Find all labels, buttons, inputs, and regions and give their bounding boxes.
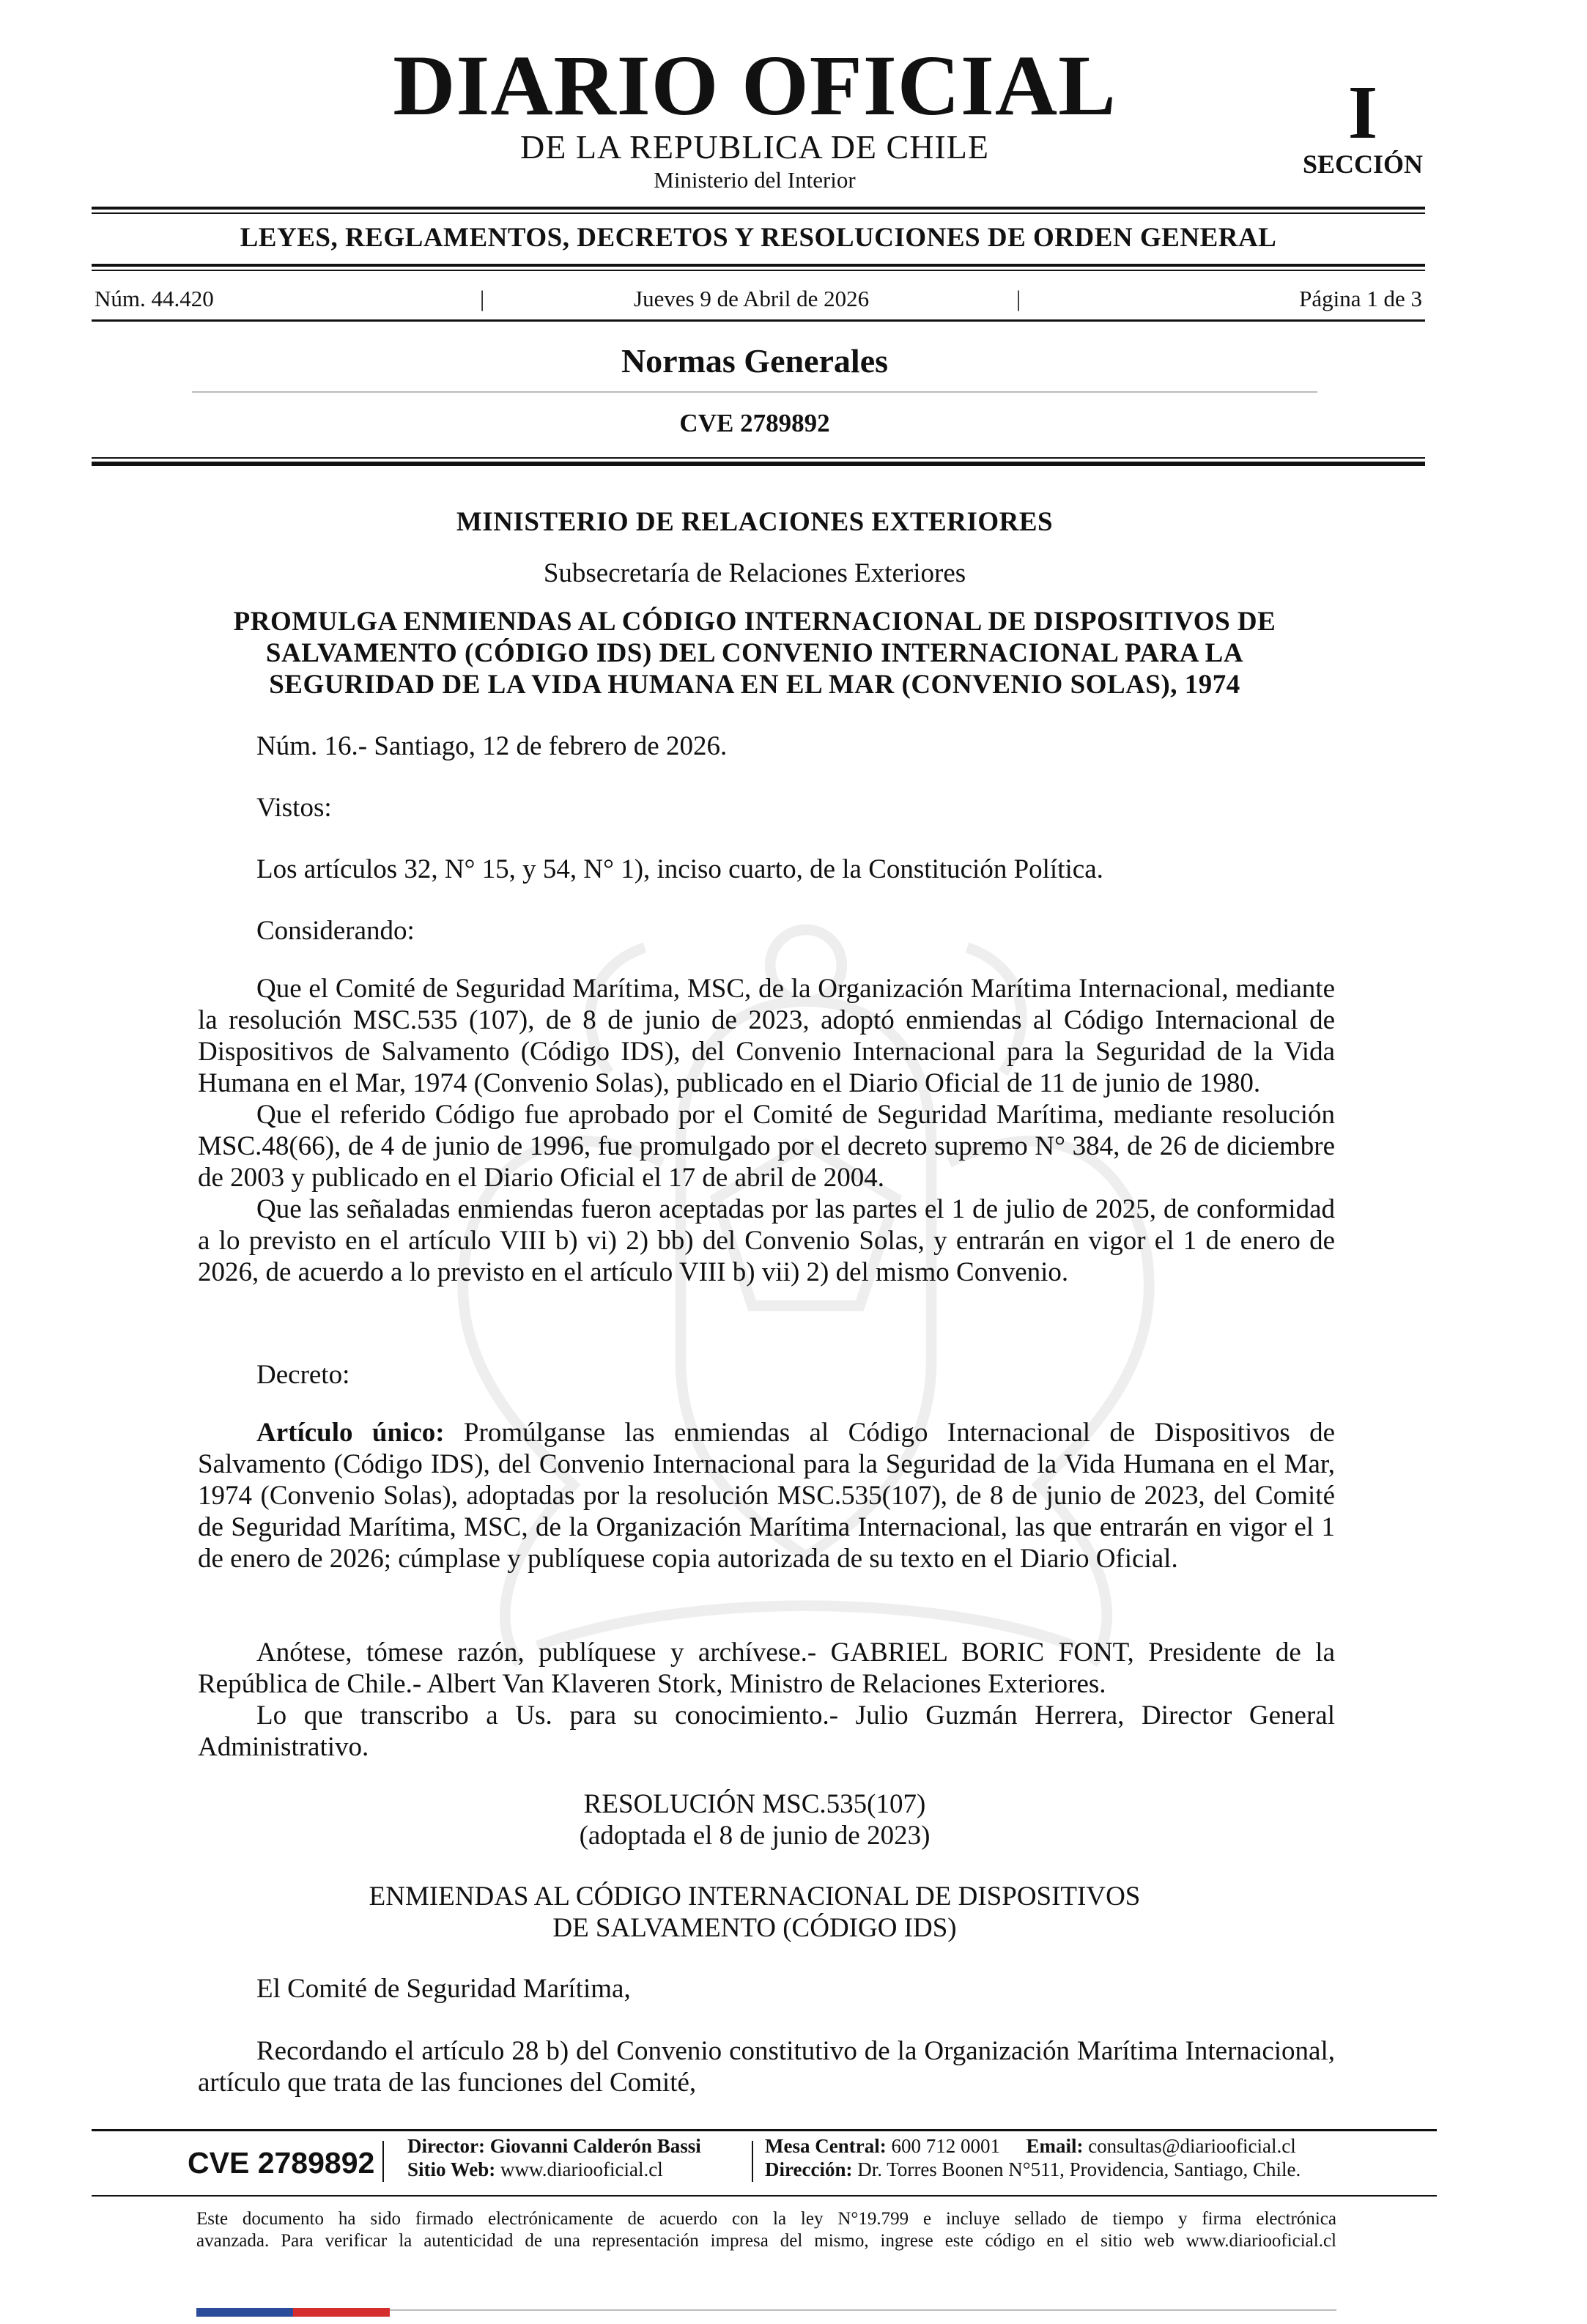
footer-address	[765, 2160, 1301, 2180]
footer-divider	[92, 2129, 1437, 2131]
resolution-heading: DE SALVAMENTO (CÓDIGO IDS)	[552, 1913, 957, 1943]
decree-number: Núm. 16.- Santiago, 12 de febrero de 2026.	[256, 731, 728, 761]
vistos-label: Vistos:	[256, 793, 332, 823]
divider	[92, 264, 1425, 267]
articulo-paragraph	[198, 1417, 1335, 1574]
footer-cve: CVE 2789892	[188, 2146, 375, 2180]
cve-code: CVE 2789892	[679, 409, 830, 437]
divider	[92, 462, 1425, 466]
info-separator: |	[1016, 286, 1021, 311]
articulo-body	[198, 1417, 1335, 1574]
flag-stripe-blue	[196, 2308, 293, 2317]
page-indicator: Página 1 de 3	[1299, 286, 1422, 311]
transcribo-paragraph: Lo que transcribo a Us. para su conocimiento.- Julio Guzmán Herrera, Director General Administrativo.	[198, 1701, 1335, 1762]
category-heading: LEYES, REGLAMENTOS, DECRETOS Y RESOLUCIONES DE ORDEN GENERAL	[240, 223, 1277, 253]
decree-title-line: PROMULGA ENMIENDAS AL CÓDIGO INTERNACIONAL DE DISPOSITIVOS DE	[233, 607, 1276, 637]
resolution-adopted: (adoptada el 8 de junio de 2023)	[579, 1821, 931, 1851]
divider	[192, 391, 1317, 393]
footer-website	[407, 2160, 663, 2180]
divider	[92, 270, 1425, 271]
subsecretaria: Subsecretaría de Relaciones Exteriores	[543, 558, 966, 588]
recordando-body	[198, 2035, 1335, 2098]
masthead-title: DIARIO OFICIAL	[393, 37, 1117, 133]
info-separator: |	[480, 286, 485, 311]
masthead-ministry: Ministerio del Interior	[654, 167, 856, 193]
divider	[92, 457, 1425, 459]
footer-disclaimer: Este documento ha sido firmado electrónicamente de acuerdo con la ley N°19.799 e incluye sellado de tiempo y firma electrónica	[196, 2209, 1336, 2229]
flag-stripe-red	[293, 2308, 390, 2317]
considerando-paragraph: Que las señaladas enmiendas fueron aceptadas por las partes el 1 de julio de 2025, de conformidad a lo previsto en el artículo VIII b) vi) 2) bb) del Convenio Solas, y entrarán en vigor el 1 de enero de 2026, de acuerdo a lo previsto en el artículo VIII b) vii) 2) del mismo Convenio.	[198, 1194, 1335, 1287]
anotese-paragraph: Anótese, tómese razón, publíquese y archívese.- GABRIEL BORIC FONT, Presidente de la República de Chile.- Albert Van Klaveren Stork, Ministro de Relaciones Exteriores.	[198, 1637, 1335, 1699]
direccion-value: Dr. Torres Boonen N°511, Providencia, Santiago, Chile.	[857, 2158, 1301, 2180]
decreto-label: Decreto:	[256, 1360, 350, 1390]
section-label: SECCIÓN	[1302, 149, 1424, 179]
footer-divider-vertical	[382, 2141, 384, 2182]
vistos-text: Los artículos 32, N° 15, y 54, N° 1), inciso cuarto, de la Constitución Política.	[256, 854, 1103, 884]
articulo-label: Artículo único:	[256, 1418, 445, 1448]
issue-date: Jueves 9 de Abril de 2026	[634, 286, 870, 311]
section-title: Normas Generales	[621, 342, 889, 380]
issue-number: Núm. 44.420	[95, 286, 214, 311]
footer-divider	[92, 2195, 1437, 2197]
flag-stripe-line	[390, 2309, 1336, 2311]
divider	[92, 319, 1425, 322]
footer-director	[407, 2136, 701, 2156]
director-label: Director:	[407, 2135, 485, 2157]
footer-divider-vertical	[752, 2141, 753, 2182]
footer-disclaimer: avanzada. Para verificar la autenticidad de una representación impresa del mismo, ingrese este código en el sitio web www.diariooficial.cl	[196, 2231, 1336, 2251]
masthead-subtitle: DE LA REPUBLICA DE CHILE	[520, 128, 989, 166]
email-link[interactable]: consultas@diariooficial.cl	[1088, 2135, 1296, 2157]
considerando-paragraph: Que el referido Código fue aprobado por el Comité de Seguridad Marítima, mediante resolución MSC.48(66), de 4 de junio de 1996, fue promulgado por el decreto supremo N° 384, de 26 de diciembre de 2003 y publicado en el Diario Oficial el 17 de abril de 2004.	[198, 1100, 1335, 1193]
divider	[92, 212, 1425, 214]
articulo-text: Promúlganse las enmiendas al Código Internacional de Dispositivos de Salvamento (Código IDS), del Convenio Internacional para la Seguridad de la Vida Humana en el Mar, 1974 (Convenio Solas), adoptadas por la resolución MSC.535(107), de 8 de junio de 2023, del Comité de Seguridad Marítima, MSC, de la Organización Marítima Internacional, las que entrarán en vigor el 1 de enero de 2026; cúmplase y publíquese copia autorizada de su texto en el Diario Oficial.	[198, 1418, 1335, 1574]
mesa-label: Mesa Central:	[765, 2135, 887, 2157]
divider	[92, 207, 1425, 210]
recordando-paragraph: Recordando el artículo 28 b) del Convenio constitutivo de la Organización Marítima Internacional, artículo que trata de las funciones del Comité,	[198, 2036, 1335, 2098]
considerando-paragraph: Que el Comité de Seguridad Marítima, MSC, de la Organización Marítima Internacional, mediante la resolución MSC.535 (107), de 8 de junio de 2023, adoptó enmiendas al Código Internacional de Dispositivos de Salvamento (Código IDS), del Convenio Internacional para la Seguridad de la Vida Humana en el Mar, 1974 (Convenio Solas), publicado en el Diario Oficial de 11 de junio de 1980.	[198, 974, 1335, 1098]
considerando-body	[198, 973, 1335, 1288]
considerando-label: Considerando:	[256, 916, 415, 946]
web-link[interactable]: www.diariooficial.cl	[500, 2158, 663, 2180]
footer-mesa-email	[765, 2136, 1296, 2156]
resolution-heading: ENMIENDAS AL CÓDIGO INTERNACIONAL DE DISPOSITIVOS	[369, 1881, 1141, 1912]
decree-title-line: SALVAMENTO (CÓDIGO IDS) DEL CONVENIO INTERNACIONAL PARA LA	[265, 638, 1244, 668]
signatures-body	[198, 1637, 1335, 1763]
director-name: Giovanni Calderón Bassi	[489, 2135, 701, 2157]
direccion-label: Dirección:	[765, 2158, 853, 2180]
decree-title-line: SEGURIDAD DE LA VIDA HUMANA EN EL MAR (CONVENIO SOLAS), 1974	[269, 670, 1240, 700]
section-number: I	[1347, 70, 1378, 155]
committee-line: El Comité de Seguridad Marítima,	[256, 1974, 631, 2004]
email-label: Email:	[1026, 2135, 1084, 2157]
ministry-heading: MINISTERIO DE RELACIONES EXTERIORES	[456, 507, 1054, 537]
web-label: Sitio Web:	[407, 2158, 496, 2180]
mesa-value: 600 712 0001	[891, 2135, 1000, 2157]
resolution-title: RESOLUCIÓN MSC.535(107)	[583, 1789, 926, 1819]
